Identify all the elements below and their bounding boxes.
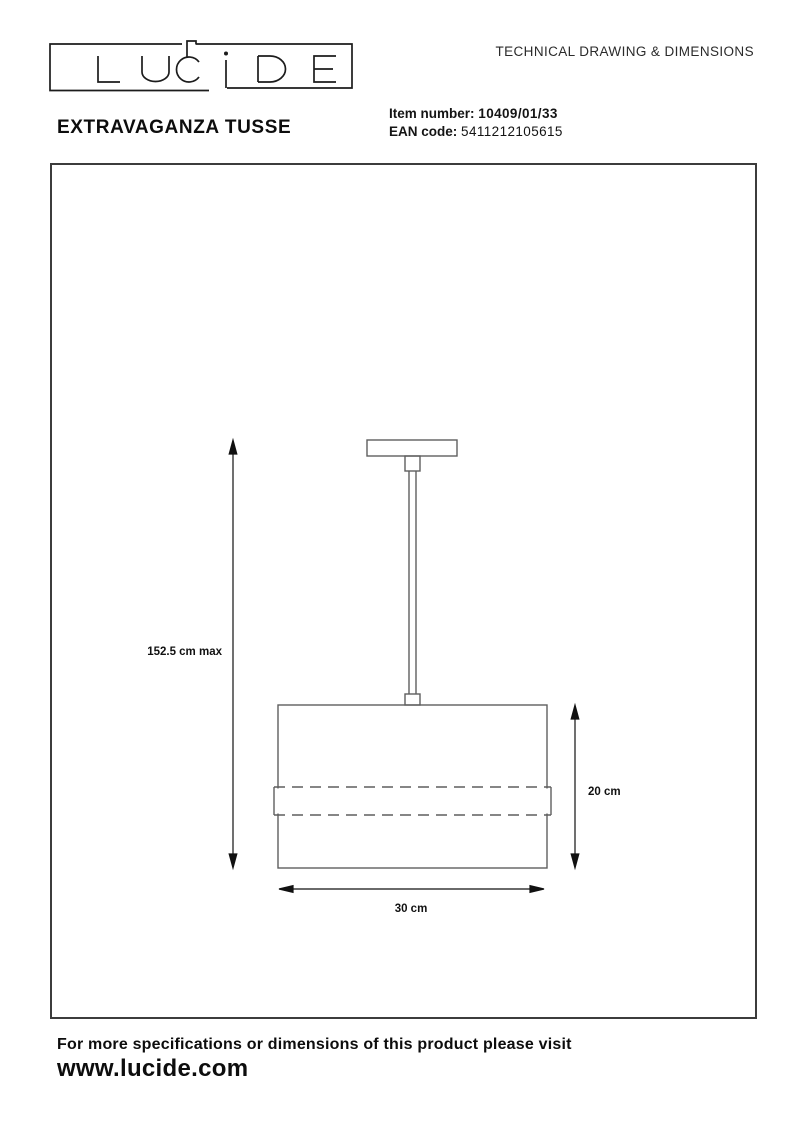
ean-label: EAN code: [389,124,458,139]
ean-row [389,123,563,141]
total-height-label: 152.5 cm max [147,646,222,658]
shade-width-arrowhead-left [279,886,293,893]
i-dot [224,52,228,56]
height-arrowhead-top [229,440,237,454]
ceiling-canopy [367,440,457,456]
shade-width-label: 30 cm [394,903,428,915]
upper-connector [405,456,420,471]
shade-height-arrowhead-top [571,705,579,719]
height-arrowhead-bottom [229,854,237,868]
shade-height-label: 20 cm [588,786,621,798]
suspension-rod [409,471,416,694]
lower-connector [405,694,420,705]
lucide-logo-graphic [49,32,353,96]
product-codes [389,105,563,141]
footer-website: www.lucide.com [57,1055,249,1082]
pendant-lamp-drawing [52,165,755,1017]
footer-note: For more specifications or dimensions of this product please visit [57,1036,572,1053]
product-title: EXTRAVAGANZA TUSSE [57,117,292,138]
dimension-lines [229,440,579,892]
band-mask [275,789,550,814]
item-number-label: Item number: [389,106,475,121]
lucide-logo [49,32,353,96]
item-number-value: 10409/01/33 [478,106,558,121]
item-number-row [389,105,563,123]
drawing-frame [50,163,757,1019]
shade-width-arrowhead-right [530,886,544,893]
ean-value: 5411212105615 [461,124,563,139]
doc-type-label: TECHNICAL DRAWING & DIMENSIONS [495,44,754,59]
shade-height-arrowhead-bottom [571,854,579,868]
